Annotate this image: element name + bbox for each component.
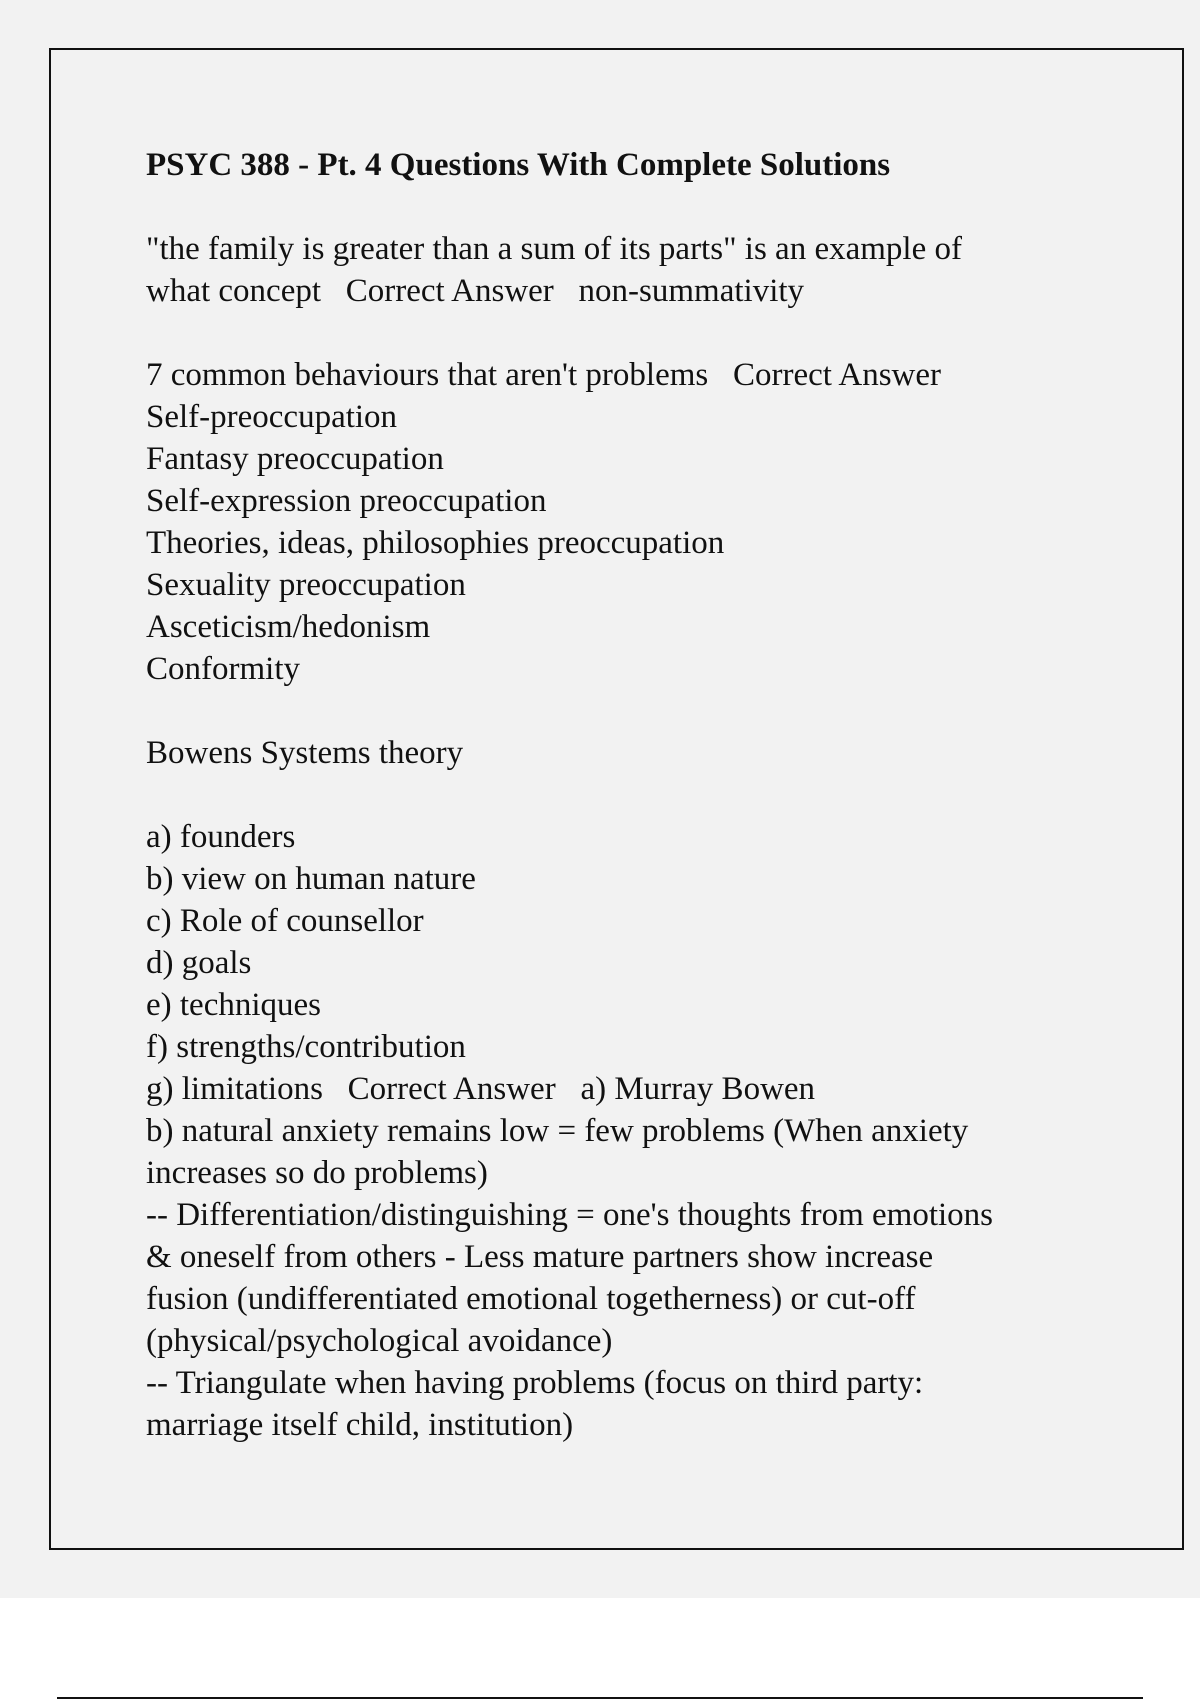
answer-line: increases so do problems): [146, 1155, 488, 1191]
question-1-line-2: [146, 270, 1106, 312]
question-2: [146, 354, 1106, 690]
question-1: [146, 228, 1106, 312]
list-item: e) techniques: [146, 987, 322, 1023]
answer-line: & oneself from others - Less mature partners show increase: [146, 1239, 934, 1275]
answer-line: -- Differentiation/distinguishing = one's thoughts from emotions: [146, 1197, 994, 1233]
list-item: Asceticism/hedonism: [146, 609, 431, 645]
answer-line: (physical/psychological avoidance): [146, 1323, 613, 1359]
question-1-line-1: "the family is greater than a sum of its parts" is an example of: [146, 231, 962, 267]
answer-line: fusion (undifferentiated emotional togetherness) or cut-off: [146, 1281, 916, 1317]
list-item: Self-preoccupation: [146, 399, 398, 435]
list-item: g) limitations: [146, 1071, 323, 1107]
list-item: Conformity: [146, 651, 300, 687]
correct-answer-label: Correct Answer: [347, 1071, 556, 1107]
list-item: a) founders: [146, 819, 296, 855]
question-3-answer-first: a) Murray Bowen: [580, 1071, 816, 1107]
answer-line: -- Triangulate when having problems (focus on third party:: [146, 1365, 924, 1401]
list-item: f) strengths/contribution: [146, 1029, 466, 1065]
question-2-line: [146, 354, 1106, 396]
list-item: Theories, ideas, philosophies preoccupation: [146, 525, 725, 561]
answer-line: b) natural anxiety remains low = few problems (When anxiety: [146, 1113, 969, 1149]
question-3-heading: Bowens Systems theory: [146, 735, 464, 771]
correct-answer-label: Correct Answer: [345, 273, 554, 309]
list-item: b) view on human nature: [146, 861, 476, 897]
list-item: Self-expression preoccupation: [146, 483, 547, 519]
answer-line: marriage itself child, institution): [146, 1407, 574, 1443]
question-3: [146, 816, 1106, 1446]
question-3-last-item-line: [146, 1068, 1106, 1110]
list-item: Sexuality preoccupation: [146, 567, 466, 603]
question-1-answer: non-summativity: [578, 273, 805, 309]
question-1-line-2-text: what concept: [146, 273, 322, 309]
footer-divider: [57, 1697, 1143, 1699]
document-title: PSYC 388 - Pt. 4 Questions With Complete Solutions: [146, 147, 891, 183]
list-item: c) Role of counsellor: [146, 903, 424, 939]
list-item: d) goals: [146, 945, 252, 981]
question-2-text: 7 common behaviours that aren't problems: [146, 357, 709, 393]
document-content: [146, 144, 1106, 1488]
correct-answer-label: Correct Answer: [732, 357, 942, 393]
list-item: Fantasy preoccupation: [146, 441, 444, 477]
question-3-heading-block: [146, 732, 1106, 774]
